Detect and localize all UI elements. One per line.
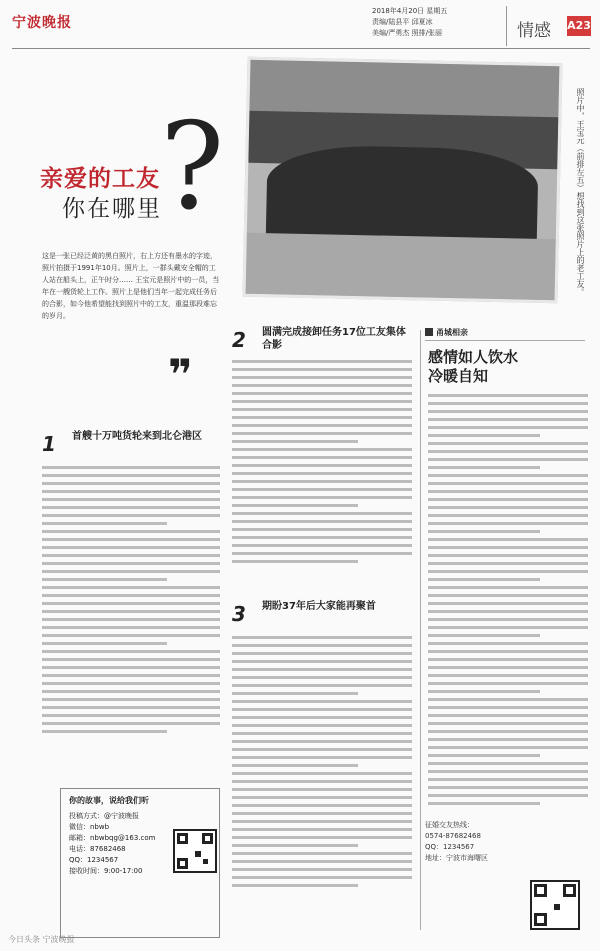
footer-line: 0574-87682468	[425, 832, 481, 840]
contact-line: 邮箱：nbwbqg@163.com	[69, 834, 156, 842]
section-3-body	[232, 636, 412, 926]
section-3-title: 期盼37年后大家能再聚首	[262, 601, 376, 612]
right-headline	[428, 348, 518, 386]
vintage-group-photo	[243, 57, 563, 304]
question-mark-graphic: ?	[160, 98, 225, 237]
contact-title: 你的故事，说给我们听	[69, 796, 149, 805]
photo-caption: 照片中，王宝元（前排左五）想找到这张照片上的老工友。	[576, 88, 585, 296]
footer-line: 征婚交友热线：	[425, 821, 474, 829]
right-column-body	[428, 394, 588, 814]
watermark: 今日头条 宁波晚报	[8, 935, 75, 944]
tag-square-icon	[425, 328, 433, 336]
page-meta	[372, 6, 502, 39]
headline-line1: 亲爱的工友	[40, 166, 160, 192]
designer-credit: 美编/严勇杰 照排/张丽	[372, 29, 442, 37]
section-2-title: 圆满完成接卸任务17位工友集体合影	[262, 327, 406, 351]
section-1-number: 1	[42, 432, 56, 456]
section-1-body	[42, 466, 220, 784]
contact-line: 电话：87682468	[69, 845, 126, 853]
headline-line2: 你在哪里	[62, 196, 162, 222]
masthead-logo: 宁波晚报	[12, 15, 72, 31]
section-name: 情感	[517, 21, 551, 41]
footer-line: QQ：1234567	[425, 843, 475, 851]
right-headline-line2: 冷暖自知	[428, 367, 489, 385]
top-rule	[12, 48, 590, 49]
contact-line: 微信：nbwb	[69, 823, 110, 831]
contact-box	[60, 788, 220, 938]
editor-credit: 责编/陆县平 邱夏冰	[372, 18, 433, 26]
right-box-tag	[425, 327, 585, 341]
intro-paragraph: 这是一张已经泛黄的黑白照片，右上方还有墨水的字迹，照片拍摄于1991年10月。照片上，一群头戴安全帽的工人站在船头上，正午时分…… 王宝元是照片中的一员，当年在一艘货轮上工作。照片上是他们当年一起完成任务后的合影，如今他希望能找到照片中的工友，重温那段难忘的岁月。	[42, 252, 220, 320]
photo-ground	[246, 233, 556, 300]
contact-line: 接收时间：9:00-17:00	[69, 867, 143, 875]
footer-line: 地址：宁波市海曙区	[425, 854, 488, 862]
right-qr-code[interactable]	[530, 880, 580, 930]
contact-line: 投稿方式：@宁波晚报	[69, 812, 139, 820]
section-2-number: 2	[232, 328, 246, 352]
page-number: A23	[567, 16, 591, 36]
section-tag	[506, 6, 594, 46]
right-footer	[425, 820, 521, 864]
contact-lines	[69, 811, 169, 877]
issue-date: 2018年4月20日 星期五	[372, 7, 448, 15]
right-headline-line1: 感情如人饮水	[428, 348, 519, 366]
photo-workers-group	[265, 144, 539, 243]
right-box-tag-label: 甬城相亲	[436, 328, 468, 337]
quote-mark-graphic: ❞	[168, 350, 193, 399]
section-1-title: 首艘十万吨货轮来到北仑港区	[72, 431, 202, 442]
contact-line: QQ：1234567	[69, 856, 119, 864]
section-2-body	[232, 360, 412, 585]
column-divider	[420, 330, 421, 930]
section-3-number: 3	[232, 602, 246, 626]
qr-code[interactable]	[173, 829, 217, 873]
